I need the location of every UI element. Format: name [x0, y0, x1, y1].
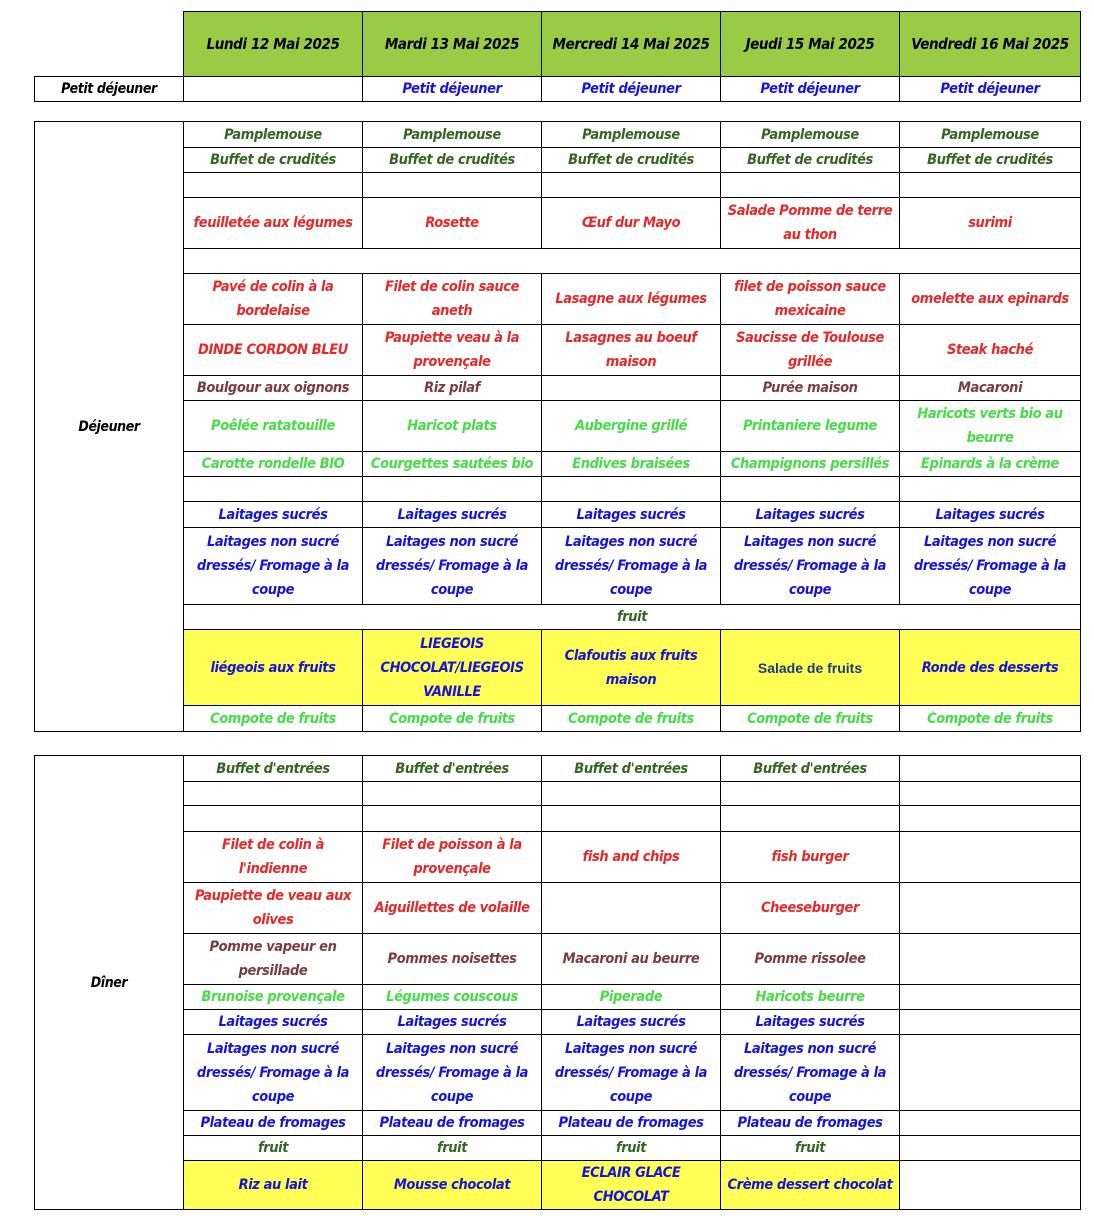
diner-label: Dîner — [35, 756, 184, 1210]
menu-cell: Pommes noisettes — [363, 934, 542, 985]
dejeuner-label: Déjeuner — [35, 122, 184, 732]
menu-cell: Compote de fruits — [542, 706, 721, 732]
menu-cell — [542, 806, 721, 832]
menu-cell: Pavé de colin à la bordelaise — [184, 274, 363, 325]
menu-row — [35, 630, 1081, 706]
petit-dejeuner-cell: Petit déjeuner — [900, 77, 1081, 102]
menu-cell: Aubergine grillé — [542, 401, 721, 452]
day-header-monday: Lundi 12 Mai 2025 — [184, 12, 363, 77]
menu-cell: Paupiette de veau aux olives — [184, 883, 363, 934]
menu-cell: Laitages sucrés — [184, 502, 363, 528]
day-header-thursday: Jeudi 15 Mai 2025 — [721, 12, 900, 77]
menu-cell — [184, 173, 363, 198]
menu-row — [35, 883, 1081, 934]
menu-cell: Riz au lait — [184, 1161, 363, 1210]
menu-cell — [900, 934, 1081, 985]
menu-cell — [900, 1136, 1081, 1161]
petit-dejeuner-cell: Petit déjeuner — [721, 77, 900, 102]
menu-cell: Filet de poisson à la provençale — [363, 832, 542, 883]
menu-cell — [363, 806, 542, 832]
menu-cell: Laitages sucrés — [363, 1010, 542, 1035]
menu-cell: Mousse chocolat — [363, 1161, 542, 1210]
menu-cell: Laitages sucrés — [721, 1010, 900, 1035]
menu-cell: Laitages sucrés — [900, 502, 1081, 528]
menu-cell: Epinards à la crème — [900, 452, 1081, 477]
menu-cell: Compote de fruits — [184, 706, 363, 732]
menu-cell: Laitages sucrés — [542, 1010, 721, 1035]
menu-cell: Laitages non sucré dressés/ Fromage à la coupe — [721, 528, 900, 605]
menu-cell: Buffet d'entrées — [363, 756, 542, 782]
header-table — [34, 11, 1081, 102]
menu-cell — [900, 173, 1081, 198]
menu-cell: Laitages non sucré dressés/ Fromage à la coupe — [184, 1035, 363, 1111]
menu-cell: Laitages non sucré dressés/ Fromage à la coupe — [363, 528, 542, 605]
menu-cell: Laitages non sucré dressés/ Fromage à la coupe — [542, 1035, 721, 1111]
menu-row — [35, 502, 1081, 528]
menu-cell: fruit — [363, 1136, 542, 1161]
menu-row — [35, 122, 1081, 148]
menu-cell: Champignons persillés — [721, 452, 900, 477]
menu-cell: Laitages non sucré dressés/ Fromage à la coupe — [363, 1035, 542, 1111]
menu-cell: Pamplemouse — [721, 122, 900, 148]
menu-cell: liégeois aux fruits — [184, 630, 363, 706]
diner-table — [34, 755, 1081, 1210]
menu-row — [35, 756, 1081, 782]
menu-row — [35, 706, 1081, 732]
menu-cell: Courgettes sautées bio — [363, 452, 542, 477]
menu-cell: Légumes couscous — [363, 985, 542, 1010]
menu-cell: Paupiette veau à la provençale — [363, 325, 542, 376]
menu-cell: Piperade — [542, 985, 721, 1010]
menu-cell — [721, 806, 900, 832]
menu-cell: Cheeseburger — [721, 883, 900, 934]
menu-cell: Filet de colin à l'indienne — [184, 832, 363, 883]
petit-dejeuner-label: Petit déjeuner — [35, 77, 184, 102]
menu-cell: Pamplemouse — [184, 122, 363, 148]
menu-cell: Pamplemouse — [542, 122, 721, 148]
menu-cell — [184, 806, 363, 832]
menu-cell: Purée maison — [721, 376, 900, 401]
menu-cell: Laitages non sucré dressés/ Fromage à la coupe — [900, 528, 1081, 605]
menu-row — [35, 985, 1081, 1010]
menu-cell: fruit — [542, 1136, 721, 1161]
menu-cell — [363, 782, 542, 806]
menu-row — [35, 452, 1081, 477]
menu-row — [35, 401, 1081, 452]
menu-cell: LIEGEOIS CHOCOLAT/LIEGEOIS VANILLE — [363, 630, 542, 706]
menu-cell: Macaroni — [900, 376, 1081, 401]
menu-row — [35, 832, 1081, 883]
menu-cell — [900, 1010, 1081, 1035]
menu-cell: Haricots verts bio au beurre — [900, 401, 1081, 452]
menu-row — [35, 376, 1081, 401]
menu-cell: fish and chips — [542, 832, 721, 883]
menu-cell: Laitages non sucré dressés/ Fromage à la coupe — [721, 1035, 900, 1111]
menu-cell — [900, 985, 1081, 1010]
menu-cell: Plateau de fromages — [721, 1111, 900, 1136]
menu-row — [35, 528, 1081, 605]
menu-row — [35, 806, 1081, 832]
menu-row — [35, 477, 1081, 502]
menu-row — [35, 1111, 1081, 1136]
menu-cell: Brunoise provençale — [184, 985, 363, 1010]
menu-cell-merged — [184, 249, 1081, 274]
menu-cell: ECLAIR GLACE CHOCOLAT — [542, 1161, 721, 1210]
menu-cell — [900, 883, 1081, 934]
menu-cell — [542, 883, 721, 934]
menu-row — [35, 1010, 1081, 1035]
menu-cell — [363, 173, 542, 198]
menu-cell: Rosette — [363, 198, 542, 249]
menu-cell — [900, 1035, 1081, 1111]
menu-cell — [184, 477, 363, 502]
menu-cell: Lasagnes au boeuf maison — [542, 325, 721, 376]
menu-cell: Crème dessert chocolat — [721, 1161, 900, 1210]
menu-cell: Endives braisées — [542, 452, 721, 477]
menu-cell: fish burger — [721, 832, 900, 883]
menu-cell: Plateau de fromages — [363, 1111, 542, 1136]
menu-cell: Pamplemouse — [363, 122, 542, 148]
menu-cell: Laitages sucrés — [363, 502, 542, 528]
day-header-wednesday: Mercredi 14 Mai 2025 — [542, 12, 721, 77]
menu-cell: Boulgour aux oignons — [184, 376, 363, 401]
menu-row — [35, 605, 1081, 630]
menu-cell — [900, 1161, 1081, 1210]
menu-cell: Plateau de fromages — [542, 1111, 721, 1136]
menu-cell: Steak haché — [900, 325, 1081, 376]
menu-cell: Pomme rissolee — [721, 934, 900, 985]
menu-cell — [900, 806, 1081, 832]
menu-cell — [542, 782, 721, 806]
menu-cell: Œuf dur Mayo — [542, 198, 721, 249]
menu-cell: Compote de fruits — [363, 706, 542, 732]
menu-cell: Laitages sucrés — [542, 502, 721, 528]
menu-cell: Macaroni au beurre — [542, 934, 721, 985]
menu-cell: Poêlée ratatouille — [184, 401, 363, 452]
menu-cell: Pamplemouse — [900, 122, 1081, 148]
menu-cell: Laitages sucrés — [184, 1010, 363, 1035]
menu-cell: Buffet de crudités — [721, 148, 900, 173]
menu-cell: fruit — [184, 1136, 363, 1161]
menu-cell — [721, 173, 900, 198]
menu-cell: Aiguillettes de volaille — [363, 883, 542, 934]
menu-cell — [542, 173, 721, 198]
menu-cell — [900, 782, 1081, 806]
menu-cell: omelette aux epinards — [900, 274, 1081, 325]
menu-cell: Clafoutis aux fruits maison — [542, 630, 721, 706]
menu-cell: Lasagne aux légumes — [542, 274, 721, 325]
menu-cell: Buffet d'entrées — [184, 756, 363, 782]
menu-cell: Compote de fruits — [721, 706, 900, 732]
menu-cell: feuilletée aux légumes — [184, 198, 363, 249]
menu-cell: Salade Pomme de terre au thon — [721, 198, 900, 249]
petit-dejeuner-cell: Petit déjeuner — [363, 77, 542, 102]
day-header-tuesday: Mardi 13 Mai 2025 — [363, 12, 542, 77]
menu-cell: filet de poisson sauce mexicaine — [721, 274, 900, 325]
menu-cell: Laitages sucrés — [721, 502, 900, 528]
menu-row — [35, 1136, 1081, 1161]
menu-cell: Carotte rondelle BIO — [184, 452, 363, 477]
menu-cell: Haricots beurre — [721, 985, 900, 1010]
menu-cell: Laitages non sucré dressés/ Fromage à la coupe — [184, 528, 363, 605]
menu-cell: Filet de colin sauce aneth — [363, 274, 542, 325]
header-corner — [35, 12, 184, 77]
menu-row — [35, 934, 1081, 985]
petit-dejeuner-cell — [184, 77, 363, 102]
menu-cell: Haricot plats — [363, 401, 542, 452]
menu-cell: Laitages non sucré dressés/ Fromage à la coupe — [542, 528, 721, 605]
menu-cell: Salade de fruits — [721, 630, 900, 706]
menu-row — [35, 782, 1081, 806]
menu-cell: Buffet de crudités — [184, 148, 363, 173]
menu-cell: Buffet de crudités — [900, 148, 1081, 173]
menu-cell: Saucisse de Toulouse grillée — [721, 325, 900, 376]
menu-cell: Plateau de fromages — [184, 1111, 363, 1136]
menu-cell: Pomme vapeur en persillade — [184, 934, 363, 985]
menu-cell — [900, 756, 1081, 782]
menu-row — [35, 1161, 1081, 1210]
menu-cell: DINDE CORDON BLEU — [184, 325, 363, 376]
menu-row — [35, 325, 1081, 376]
menu-cell: surimi — [900, 198, 1081, 249]
petit-dejeuner-cell: Petit déjeuner — [542, 77, 721, 102]
menu-row — [35, 274, 1081, 325]
dejeuner-table — [34, 121, 1081, 732]
menu-cell: Compote de fruits — [900, 706, 1081, 732]
menu-cell — [542, 477, 721, 502]
menu-cell: Buffet de crudités — [542, 148, 721, 173]
menu-cell — [721, 782, 900, 806]
menu-cell: Printaniere legume — [721, 401, 900, 452]
menu-cell — [363, 477, 542, 502]
menu-cell: Buffet de crudités — [363, 148, 542, 173]
menu-cell — [900, 1111, 1081, 1136]
menu-cell-merged: fruit — [184, 605, 1081, 630]
menu-row — [35, 1035, 1081, 1111]
menu-cell — [721, 477, 900, 502]
menu-cell — [900, 477, 1081, 502]
menu-cell: Buffet d'entrées — [542, 756, 721, 782]
day-header-friday: Vendredi 16 Mai 2025 — [900, 12, 1081, 77]
menu-cell: Ronde des desserts — [900, 630, 1081, 706]
menu-cell: Buffet d'entrées — [721, 756, 900, 782]
menu-cell: fruit — [721, 1136, 900, 1161]
menu-cell — [900, 832, 1081, 883]
menu-row — [35, 249, 1081, 274]
menu-cell: Riz pilaf — [363, 376, 542, 401]
menu-row — [35, 148, 1081, 173]
menu-row — [35, 173, 1081, 198]
menu-row — [35, 198, 1081, 249]
menu-cell — [184, 782, 363, 806]
menu-cell — [542, 376, 721, 401]
